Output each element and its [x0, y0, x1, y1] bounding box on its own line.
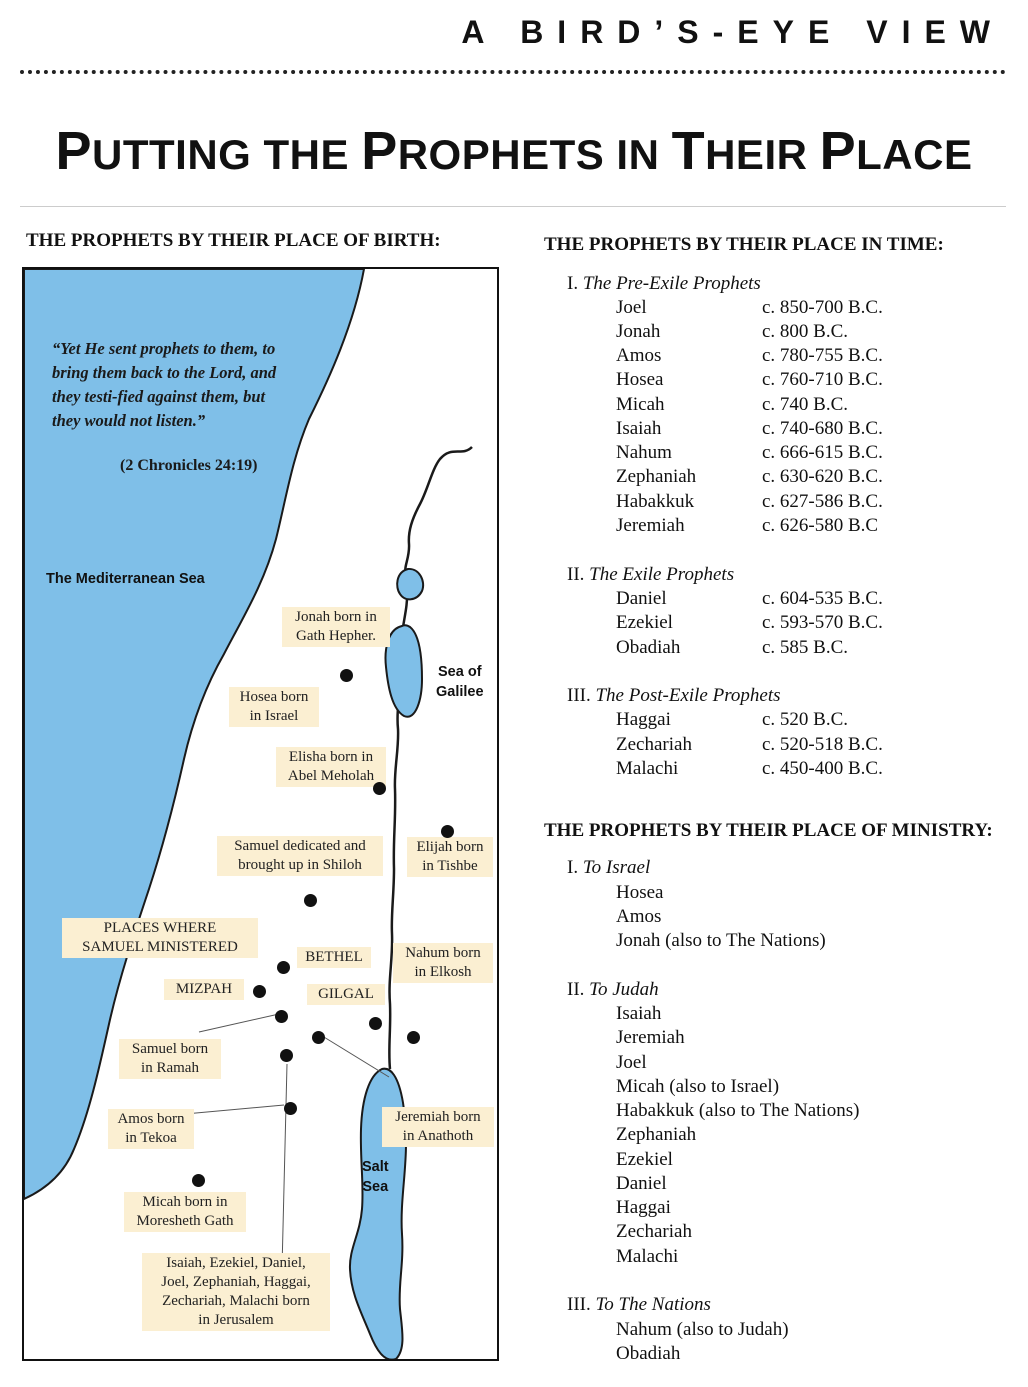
time-name: Malachi — [616, 758, 679, 779]
ministry-item: Malachi — [616, 1246, 679, 1267]
ministry-section-heading: THE PROPHETS BY THEIR PLACE OF MINISTRY: — [544, 820, 993, 841]
dot-tekoa — [284, 1102, 297, 1115]
time-date: c. 604-535 B.C. — [762, 588, 883, 609]
dot-gilgal — [312, 1031, 325, 1044]
time-name: Daniel — [616, 588, 667, 609]
ministry-group-judah: II. To Judah — [567, 979, 659, 1000]
label-jerusalem: Isaiah, Ezekiel, Daniel, Joel, Zephaniah, Haggai, Zechariah, Malachi born in Jerusalem — [142, 1253, 330, 1331]
ministry-item: Micah (also to Israel) — [616, 1076, 780, 1097]
label-nahum: Nahum born in Elkosh — [393, 943, 493, 983]
birth-section-heading: THE PROPHETS BY THEIR PLACE OF BIRTH: — [26, 230, 441, 251]
scripture-quote: “Yet He sent prophets to them, to bring them back to the Lord, and they testi-fied against them, but they would not listen.” — [52, 339, 277, 430]
time-date: c. 850-700 B.C. — [762, 297, 883, 318]
time-name: Hosea — [616, 369, 664, 390]
label-elisha: Elisha born in Abel Meholah — [276, 747, 386, 787]
time-date: c. 627-586 B.C. — [762, 491, 883, 512]
ministry-item: Hosea — [616, 882, 664, 903]
time-date: c. 626-580 B.C — [762, 515, 879, 536]
salt-sea-label — [362, 1157, 389, 1197]
salt-sea-label-line-2: Sea — [362, 1179, 389, 1195]
ministry-item: Daniel — [616, 1173, 667, 1194]
label-bethel: BETHEL — [297, 947, 371, 968]
label-samuel-shiloh: Samuel dedicated and brought up in Shiloh — [217, 836, 383, 876]
ministry-item: Habakkuk (also to The Nations) — [616, 1100, 860, 1121]
time-name: Nahum — [616, 442, 672, 463]
time-section-heading: THE PROPHETS BY THEIR PLACE IN TIME: — [544, 234, 944, 255]
time-name: Obadiah — [616, 637, 681, 658]
huleh-lake — [397, 569, 423, 599]
ministry-item: Jeremiah — [616, 1027, 685, 1048]
galilee-label-line-2: Galilee — [436, 684, 484, 700]
dot-anathoth — [369, 1017, 382, 1030]
time-date: c. 740 B.C. — [762, 394, 849, 415]
time-group-pre-exile: I. The Pre-Exile Prophets — [567, 273, 761, 294]
time-name: Zechariah — [616, 734, 692, 755]
time-date: c. 450-400 B.C. — [762, 758, 883, 779]
ministry-item: Amos — [616, 906, 662, 927]
time-group-post-exile: III. The Post-Exile Prophets — [567, 685, 781, 706]
time-date: c. 800 B.C. — [762, 321, 849, 342]
dot-elkosh — [407, 1031, 420, 1044]
time-name: Habakkuk — [616, 491, 695, 512]
label-amos: Amos born in Tekoa — [108, 1109, 194, 1149]
time-date: c. 585 B.C. — [762, 637, 849, 658]
time-date: c. 780-755 B.C. — [762, 345, 883, 366]
dot-shiloh — [304, 894, 317, 907]
ministry-item: Zechariah — [616, 1221, 692, 1242]
label-samuel-ramah: Samuel born in Ramah — [119, 1039, 221, 1079]
label-jeremiah: Jeremiah born in Anathoth — [382, 1107, 494, 1147]
sea-of-galilee — [386, 625, 422, 716]
time-date: c. 520 B.C. — [762, 709, 849, 730]
dot-bethel — [277, 961, 290, 974]
map — [22, 267, 499, 1361]
dot-gath-hepher — [340, 669, 353, 682]
time-name: Isaiah — [616, 418, 662, 439]
dot-mizpah — [253, 985, 266, 998]
dot-tishbe — [441, 825, 454, 838]
ministry-group-israel: I. To Israel — [567, 857, 651, 878]
time-name: Jeremiah — [616, 515, 685, 536]
time-name: Haggai — [616, 709, 671, 730]
ministry-item: Haggai — [616, 1197, 671, 1218]
time-name: Zephaniah — [616, 466, 697, 487]
label-jonah: Jonah born in Gath Hepher. — [282, 607, 390, 647]
dot-abel-meholah — [373, 782, 386, 795]
ministry-item: Isaiah — [616, 1003, 662, 1024]
salt-sea-label-line-1: Salt — [362, 1159, 389, 1175]
ministry-item: Jonah (also to The Nations) — [616, 930, 826, 951]
dot-jerusalem — [280, 1049, 293, 1062]
label-mizpah: MIZPAH — [164, 979, 244, 1000]
page-title: PUTTING THE PROPHETS IN THEIR PLACE — [55, 121, 973, 181]
time-date: c. 740-680 B.C. — [762, 418, 883, 439]
time-date: c. 760-710 B.C. — [762, 369, 883, 390]
time-date: c. 666-615 B.C. — [762, 442, 883, 463]
time-group-exile: II. The Exile Prophets — [567, 564, 735, 585]
galilee-label-line-1: Sea of — [438, 664, 482, 680]
series-label: A BIRD’S-EYE VIEW — [461, 14, 1004, 50]
label-elijah: Elijah born in Tishbe — [407, 837, 493, 877]
time-name: Micah — [616, 394, 665, 415]
ministry-item: Zephaniah — [616, 1124, 697, 1145]
scripture-reference: (2 Chronicles 24:19) — [120, 457, 258, 474]
ministry-item: Obadiah — [616, 1343, 681, 1364]
label-samuel-ministered: PLACES WHERE SAMUEL MINISTERED — [62, 918, 258, 958]
time-date: c. 593-570 B.C. — [762, 612, 883, 633]
dotted-divider — [20, 70, 1006, 74]
time-name: Ezekiel — [616, 612, 673, 633]
time-date: c. 520-518 B.C. — [762, 734, 883, 755]
label-hosea: Hosea born in Israel — [229, 687, 319, 727]
mediterranean-sea-label: The Mediterranean Sea — [46, 571, 205, 587]
ministry-item: Nahum (also to Judah) — [616, 1319, 789, 1340]
ministry-item: Joel — [616, 1052, 647, 1073]
label-micah: Micah born in Moresheth Gath — [124, 1192, 246, 1232]
ministry-group-nations: III. To The Nations — [567, 1294, 711, 1315]
title-divider — [20, 206, 1006, 207]
time-date: c. 630-620 B.C. — [762, 466, 883, 487]
dot-moresheth-gath — [192, 1174, 205, 1187]
time-name: Amos — [616, 345, 662, 366]
sea-of-galilee-label — [436, 662, 484, 702]
label-gilgal: GILGAL — [307, 984, 385, 1005]
dot-ramah — [275, 1010, 288, 1023]
time-name: Jonah — [616, 321, 661, 342]
ministry-item: Ezekiel — [616, 1149, 673, 1170]
time-name: Joel — [616, 297, 647, 318]
